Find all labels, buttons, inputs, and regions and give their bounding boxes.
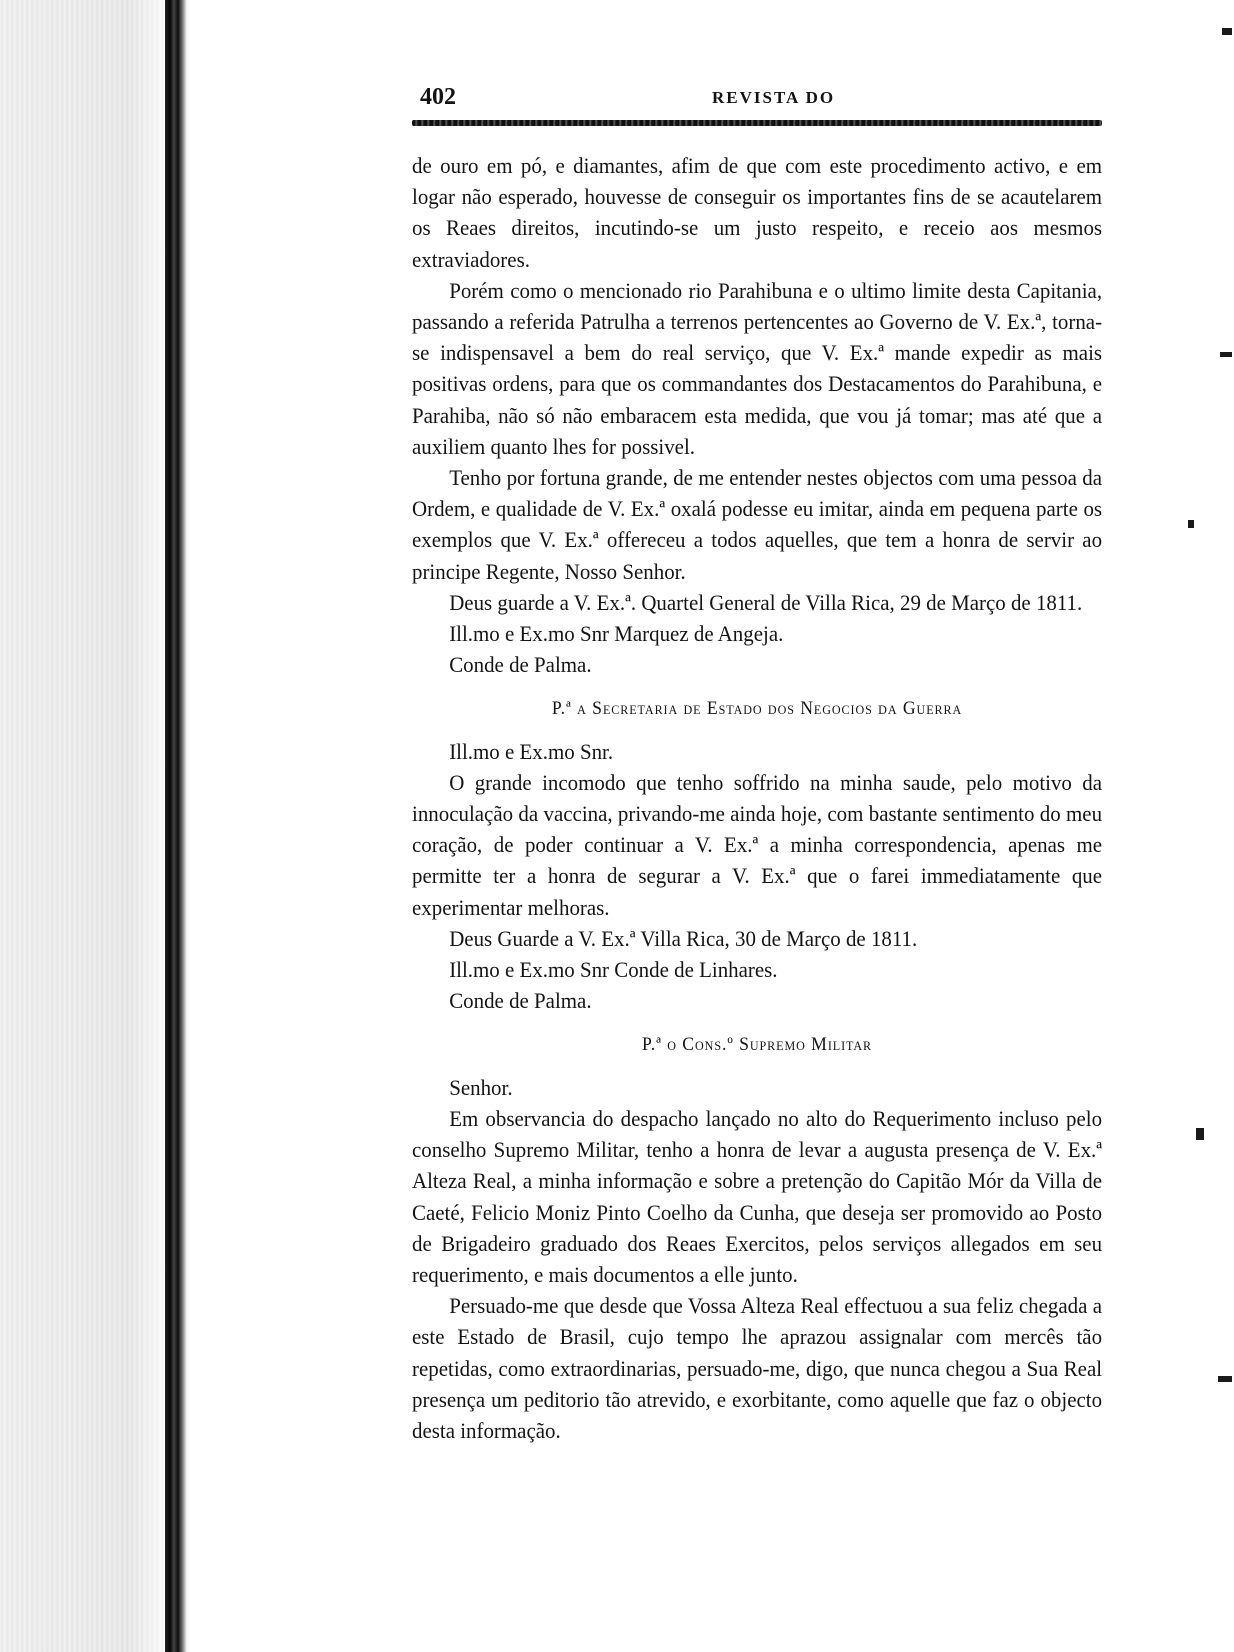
paragraph: Deus guarde a V. Ex.ª. Quartel General de Villa Rica, 29 de Março de 1811. (449, 589, 1083, 615)
book-page (412, 84, 1102, 1446)
margin-speck (1188, 520, 1194, 528)
running-title: REVISTA DO (712, 88, 836, 107)
paragraph: Persuado-me que desde que Vossa Alteza Real effectuou a sua feliz chegada a este Estado de Brasil, cujo tempo lhe aprazou assignalar com mercês tão repetidas, como extraordinarias, persuado-me, digo, que nunca chegou a Sua Real presença um peditorio tão atrevido, e exorbitante, como aquelle que faz o objecto desta informação. (412, 1293, 1103, 1443)
addressee-line: Ill.mo e Ex.mo Snr Marquez de Angeja. (449, 621, 784, 647)
addressee-line: Ill.mo e Ex.mo Snr Conde de Linhares. (449, 957, 778, 983)
paragraph: O grande incomodo que tenho soffrido na minha saude, pelo motivo da innoculação da vaccina, privando-me ainda hoje, com bastante sentimento do meu coração, de poder continuar a V. Ex.ª a minha correspondencia, apenas me permitte ter a honra de segurar a V. Ex.ª que o farei immediatamente que experimentar melhoras. (412, 769, 1103, 920)
paragraph: Tenho por fortuna grande, de me entender nestes objectos com uma pessoa da Ordem, e qualidade de V. Ex.ª oxalá podesse eu imitar, ainda em pequena parte os exemplos que V. Ex.ª offereceu a todos aquelles, que tem a honra de servir ao principe Regente, Nosso Senhor. (412, 465, 1103, 584)
signature-line: Conde de Palma. (449, 988, 592, 1014)
margin-speck (1218, 1376, 1232, 1382)
salutation: Ill.mo e Ex.mo Snr. (449, 738, 614, 764)
section-heading: P.ª o Cons.º Supremo Militar (642, 1034, 873, 1056)
margin-speck (1196, 1128, 1204, 1140)
page-number: 402 (420, 84, 456, 110)
paragraph: Em observancia do despacho lançado no alto do Requerimento incluso pelo conselho Supremo Militar, tenho a honra de levar a augusta presença de V. Ex.ª Alteza Real, a minha informação e sobre a pretenção do Capitão Mór da Villa de Caeté, Felicio Moniz Pinto Coelho da Cunha, que deseja ser promovido ao Posto de Brigadeiro graduado dos Reaes Exercitos, pelos serviços allegados em seu requerimento, e mais documentos a elle junto. (412, 1105, 1103, 1287)
paragraph: de ouro em pó, e diamantes, afim de que com este procedimento activo, e em logar não esperado, houvesse de conseguir os importantes fins de se acautelarem os Reaes direitos, incutindo-se um justo respeito, e receio aos mesmos extraviadores. (412, 153, 1103, 272)
salutation: Senhor. (449, 1074, 513, 1100)
margin-speck (1222, 28, 1232, 35)
paragraph: Porém como o mencionado rio Parahibuna e o ultimo limite desta Capitania, passando a referida Patrulha a terrenos pertencentes ao Governo de V. Ex.ª, torna-se indispensavel a bem do real serviço, que V. Ex.ª mande expedir as mais positivas ordens, para que os commandantes dos Destacamentos do Parahibuna, e Parahiba, não só não embaracem esta medida, que vou já tomar; mas até que a auxiliem quanto lhes for possivel. (412, 277, 1103, 459)
signature-line: Conde de Palma. (449, 652, 592, 678)
section-heading: P.ª a Secretaria de Estado dos Negocios da Guerra (551, 698, 963, 720)
body-text (412, 150, 1102, 1446)
running-header (412, 84, 1102, 120)
margin-speck (1220, 352, 1232, 357)
book-binding-edge (0, 0, 190, 1652)
closing-line: Deus Guarde a V. Ex.ª Villa Rica, 30 de Março de 1811. (449, 925, 918, 951)
header-rule (412, 120, 1102, 126)
